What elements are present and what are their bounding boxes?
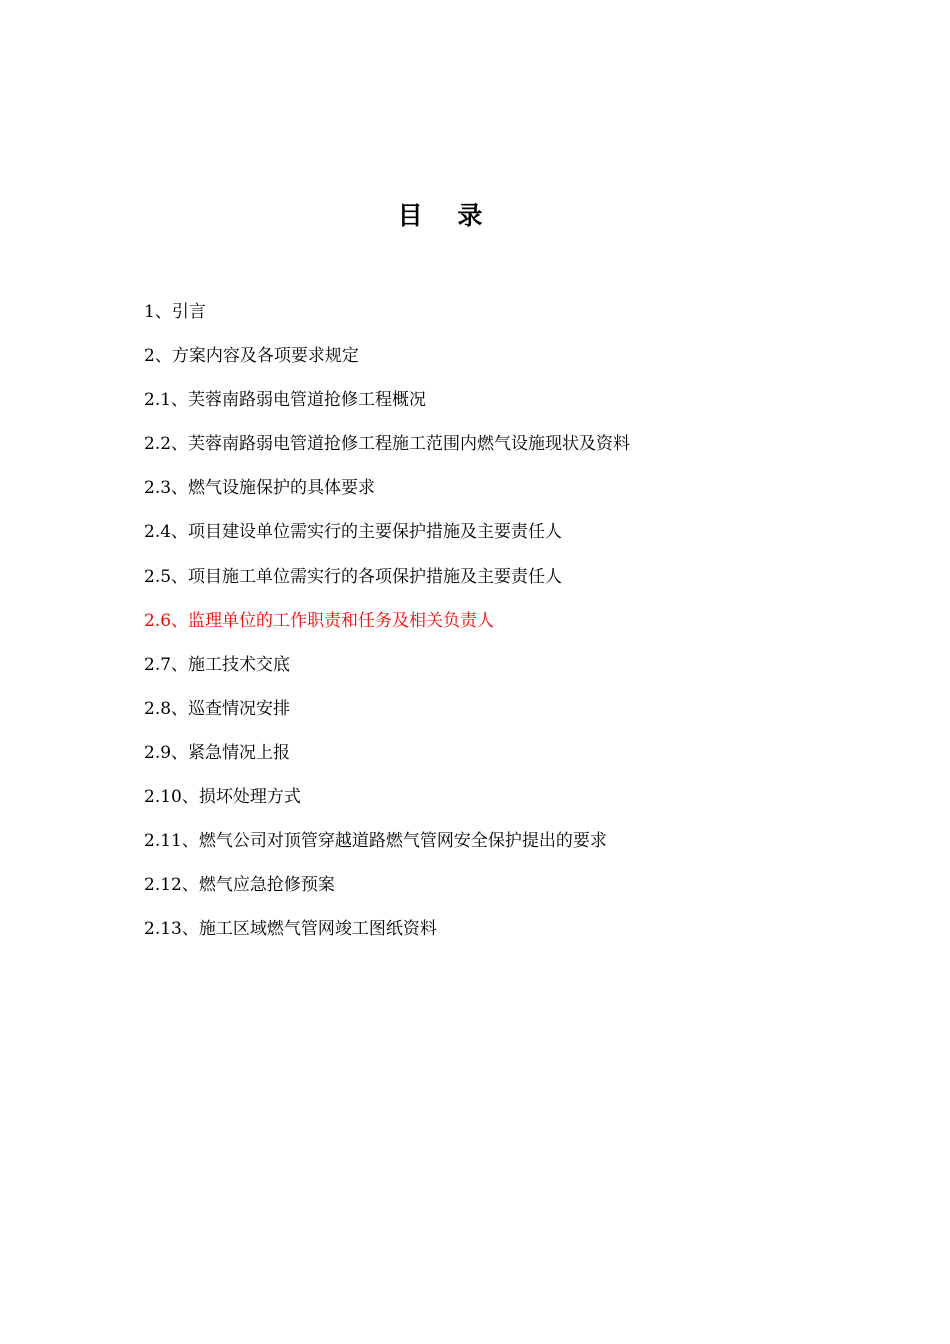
toc-entry: 2.8、巡查情况安排 (144, 698, 291, 719)
toc-entry: 2.3、燃气设施保护的具体要求 (144, 478, 376, 499)
toc-entry-highlighted: 2.6、监理单位的工作职责和任务及相关负责人 (144, 610, 495, 631)
toc-entry: 2.4、项目建设单位需实行的主要保护措施及主要责任人 (144, 522, 563, 543)
toc-entry: 2.2、芙蓉南路弱电管道抢修工程施工范围内燃气设施现状及资料 (144, 434, 631, 455)
toc-entry: 2.10、损坏处理方式 (144, 787, 301, 808)
toc-entry: 1、引言 (144, 302, 206, 322)
toc-entry: 2.13、施工区域燃气管网竣工图纸资料 (144, 919, 437, 940)
toc-entry: 2.7、施工技术交底 (144, 654, 291, 675)
toc-entry: 2.11、燃气公司对顶管穿越道路燃气管网安全保护提出的要求 (144, 831, 607, 852)
page-title: 目 录 (397, 201, 483, 230)
table-of-contents (144, 298, 630, 959)
toc-entry: 2.9、紧急情况上报 (144, 742, 291, 763)
toc-entry: 2.1、芙蓉南路弱电管道抢修工程概况 (144, 390, 427, 411)
toc-entry: 2.12、燃气应急抢修预案 (144, 875, 335, 896)
toc-entry: 2、方案内容及各项要求规定 (144, 346, 359, 367)
toc-entry: 2.5、项目施工单位需实行的各项保护措施及主要责任人 (144, 566, 563, 587)
